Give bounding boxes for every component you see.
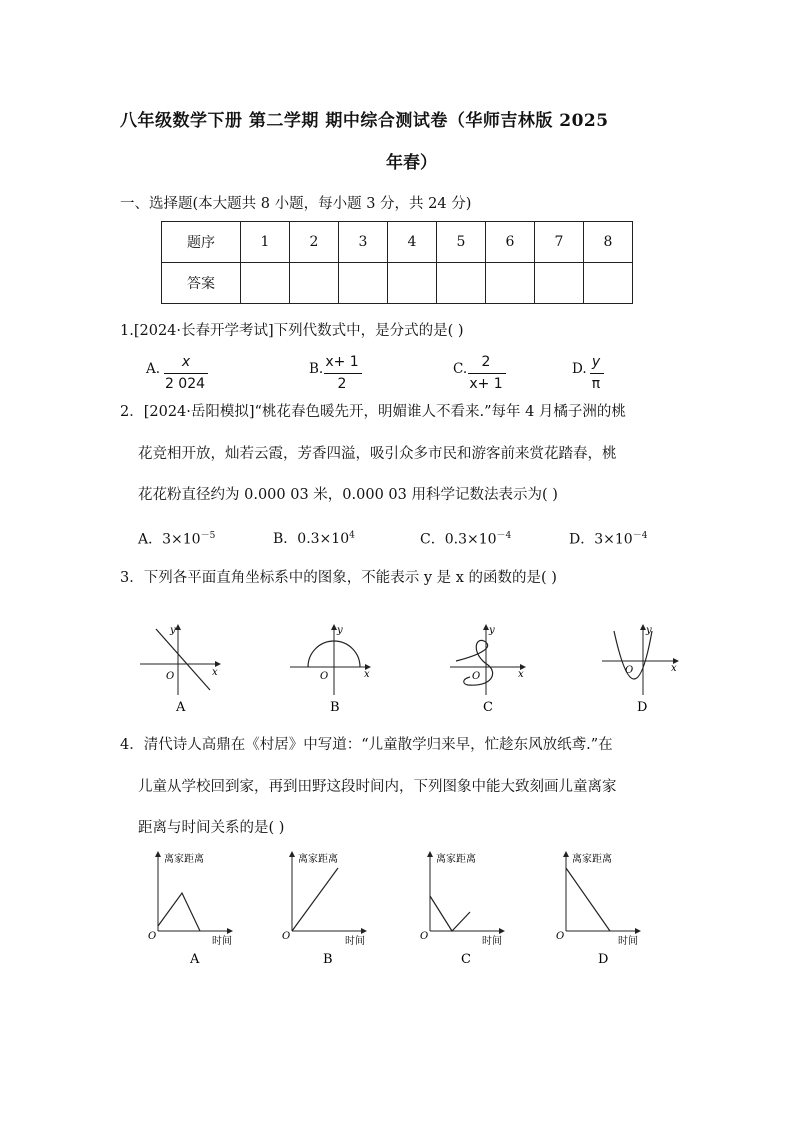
fraction-bar [590, 373, 604, 374]
table-cell-number: 3 [339, 222, 388, 263]
x-axis-label: x [518, 669, 524, 680]
question-4-line2: 儿童从学校回到家，再到田野这段时间内，下列图象中能大致刻画儿童离家 [138, 779, 617, 795]
q2-option-d [569, 528, 647, 549]
x-axis-label: x [671, 663, 677, 674]
fraction-numerator: x [181, 354, 191, 370]
origin-label: O [556, 931, 565, 942]
graph-line [292, 868, 338, 931]
question-4-line3: 距离与时间关系的是( ) [138, 820, 285, 836]
x-axis-label: x [364, 669, 370, 680]
answer-cell[interactable] [486, 263, 535, 304]
q3-graph-a [140, 625, 220, 715]
question-4-line1: 4．清代诗人高鼎在《村居》中写道：“儿童散学归来早，忙趁东风放纸鸢.”在 [120, 737, 613, 753]
table-cell-number: 7 [535, 222, 584, 263]
fraction-numerator: y [591, 354, 601, 370]
graph-label: C [461, 952, 471, 967]
y-axis-label: y [646, 625, 652, 636]
fraction-bar [164, 373, 208, 374]
table-cell-number: 8 [584, 222, 633, 263]
y-axis-label: 离家距离 [164, 854, 204, 865]
option-letter: C. [453, 361, 468, 377]
option-exponent: －5 [200, 531, 216, 541]
section-heading: 一、选择题(本大题共 8 小题，每小题 3 分，共 24 分) [120, 196, 472, 212]
fraction-bar [324, 373, 362, 374]
option-letter: A. [146, 361, 161, 377]
answer-cell[interactable] [437, 263, 486, 304]
fraction-numerator: 2 [481, 354, 491, 370]
question-2-line1: 2．[2024·岳阳模拟]“桃花春色暖先开，明媚谁人不看来.”每年 4 月橘子洲的桃 [120, 404, 626, 420]
table-row [162, 263, 633, 304]
question-1-text: 1.[2024·长春开学考试]下列代数式中，是分式的是( ) [120, 323, 464, 339]
answer-cell[interactable] [535, 263, 584, 304]
y-axis-label: y [489, 625, 495, 636]
option-text: D．3×10 [569, 531, 633, 548]
table-cell-number: 2 [290, 222, 339, 263]
y-axis-label: 离家距离 [298, 854, 338, 865]
q2-option-a [138, 528, 215, 549]
q4-graph-d [556, 852, 640, 967]
answer-table [161, 221, 633, 304]
option-exponent: －4 [496, 531, 512, 541]
option-text: B．0.3×10 [273, 531, 350, 547]
option-exponent: －4 [632, 531, 648, 541]
y-axis-label: y [170, 625, 176, 636]
y-axis-label: 离家距离 [572, 854, 612, 865]
origin-label: O [166, 671, 175, 682]
q3-graph-d [602, 625, 678, 715]
option-letter: D. [572, 361, 587, 377]
fraction-numerator: x+ 1 [325, 354, 359, 370]
table-header-answer: 答案 [162, 263, 241, 304]
table-cell-number: 4 [388, 222, 437, 263]
page-title-line1: 八年级数学下册 第二学期 期中综合测试卷（华师吉林版 2025 [120, 111, 609, 131]
q4-graph-a [148, 852, 232, 967]
x-axis-label: 时间 [618, 936, 638, 947]
x-axis-label: 时间 [482, 936, 502, 947]
x-axis-label: 时间 [212, 936, 232, 947]
graph-label: A [176, 700, 186, 715]
graph-line [156, 629, 210, 690]
fraction-denominator: x+ 1 [469, 376, 503, 392]
y-axis-label: y [337, 625, 343, 636]
answer-cell[interactable] [584, 263, 633, 304]
q4-graphs [140, 846, 660, 970]
q3-graphs [120, 615, 690, 715]
question-2-line3: 花花粉直径约为 0.000 03 米，0.000 03 用科学记数法表示为( ) [138, 487, 558, 503]
q3-graph-c [450, 625, 525, 715]
q3-graph-b [290, 625, 370, 715]
fraction-denominator: 2 [337, 376, 347, 392]
answer-cell[interactable] [388, 263, 437, 304]
graph-label: A [190, 952, 200, 967]
graph-label: D [637, 700, 648, 715]
answer-cell[interactable] [339, 263, 388, 304]
graph-label: C [483, 700, 493, 715]
fraction-denominator: π [591, 376, 601, 392]
origin-label: O [625, 665, 634, 676]
table-cell-number: 6 [486, 222, 535, 263]
q4-graph-c [420, 852, 504, 967]
graph-line [566, 868, 610, 931]
question-3-text: 3．下列各平面直角坐标系中的图象，不能表示 y 是 x 的函数的是( ) [120, 570, 557, 586]
page-title-line2: 年春） [386, 153, 437, 173]
graph-label: B [323, 952, 333, 967]
fraction-denominator: 2 024 [164, 376, 206, 392]
option-text: C．0.3×10 [420, 531, 497, 548]
table-cell-number: 1 [241, 222, 290, 263]
q4-graph-b [282, 852, 366, 967]
option-text: A．3×10 [138, 531, 201, 548]
graph-label: B [330, 700, 340, 715]
graph-label: D [598, 952, 609, 967]
fraction-bar [468, 373, 506, 374]
option-exponent: 4 [349, 530, 355, 541]
origin-label: O [148, 931, 157, 942]
table-row [162, 222, 633, 263]
x-axis-label: x [212, 667, 218, 678]
origin-label: O [472, 671, 481, 682]
origin-label: O [320, 671, 329, 682]
x-axis-label: 时间 [345, 936, 365, 947]
q2-option-c [420, 528, 511, 549]
question-2-line2: 花竞相开放，灿若云霞，芳香四溢，吸引众多市民和游客前来赏花踏春，桃 [138, 446, 617, 462]
option-letter: B. [309, 361, 324, 377]
answer-cell[interactable] [290, 263, 339, 304]
y-axis-label: 离家距离 [436, 854, 476, 865]
graph-line [158, 893, 200, 931]
q2-option-b [273, 528, 355, 548]
table-header-number: 题序 [162, 222, 241, 263]
origin-label: O [282, 931, 291, 942]
graph-line [430, 896, 470, 931]
table-cell-number: 5 [437, 222, 486, 263]
origin-label: O [420, 931, 429, 942]
answer-cell[interactable] [241, 263, 290, 304]
